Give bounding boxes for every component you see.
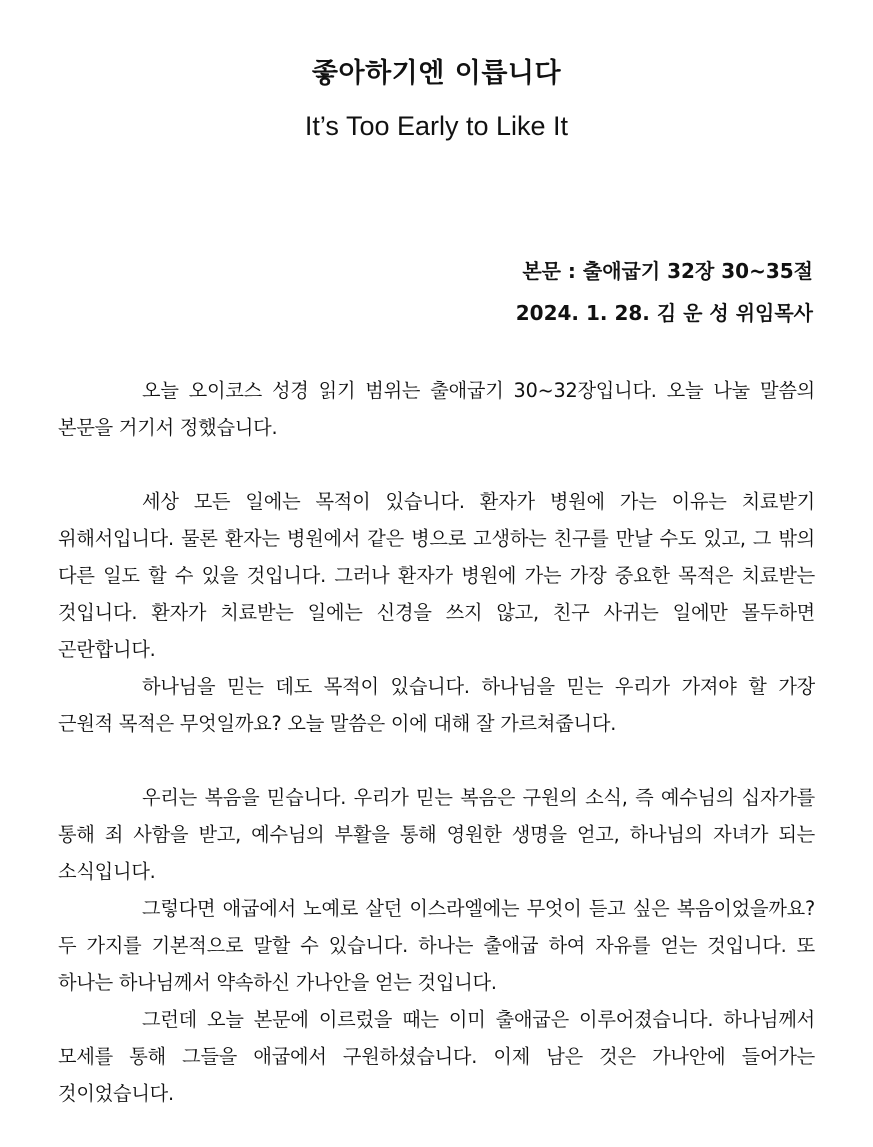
sermon-title-english: It’s Too Early to Like It [304,111,569,141]
paragraph: 오늘 오이코스 성경 읽기 범위는 출애굽기 30~32장입니다. 오늘 나눌 말씀의 본문을 거기서 정했습니다. [58,379,815,439]
paragraph: 그런데 오늘 본문에 이르렀을 때는 이미 출애굽은 이루어졌습니다. 하나님께서 모세를 통해 그들을 애굽에서 구원하셨습니다. 이제 남은 것은 가나안에 들어가는 것이었습니다. [58,1008,815,1105]
paragraph: 그렇다면 애굽에서 노예로 살던 이스라엘에는 무엇이 듣고 싶은 복음이었을까요? 두 가지를 기본적으로 말할 수 있습니다. 하나는 출애굽 하여 자유를 얻는 것입니다. 또 하나는 하나님께서 약속하신 가나안을 얻는 것입니다. [58,897,815,994]
paragraph: 세상 모든 일에는 목적이 있습니다. 환자가 병원에 가는 이유는 치료받기 위해서입니다. 물론 환자는 병원에서 같은 병으로 고생하는 친구를 만날 수도 있고, 그 밖의 다른 일도 할 수 있을 것입니다. 그러나 환자가 병원에 가는 가장 중요한 목적은 치료받는 것입니다. 환자가 치료받는 일에는 신경을 쓰지 않고, 친구 사귀는 일에만 몰두하면 곤란합니다. [58,490,815,661]
sermon-body [58,372,815,1112]
date-and-preacher: 2024. 1. 28. 김 운 성 위임목사 [515,301,813,325]
sermon-title-korean: 좋아하기엔 이릅니다 [311,58,562,89]
paragraph: 하나님을 믿는 데도 목적이 있습니다. 하나님을 믿는 우리가 가져야 할 가장 근원적 목적은 무엇일까요? 오늘 말씀은 이에 대해 잘 가르쳐줍니다. [58,675,815,735]
scripture-reference: 본문 : 출애굽기 32장 30~35절 [522,259,813,283]
paragraph: 우리는 복음을 믿습니다. 우리가 믿는 복음은 구원의 소식, 즉 예수님의 십자가를 통해 죄 사함을 받고, 예수님의 부활을 통해 영원한 생명을 얻고, 하나님의 자녀가 되는 소식입니다. [58,786,815,883]
